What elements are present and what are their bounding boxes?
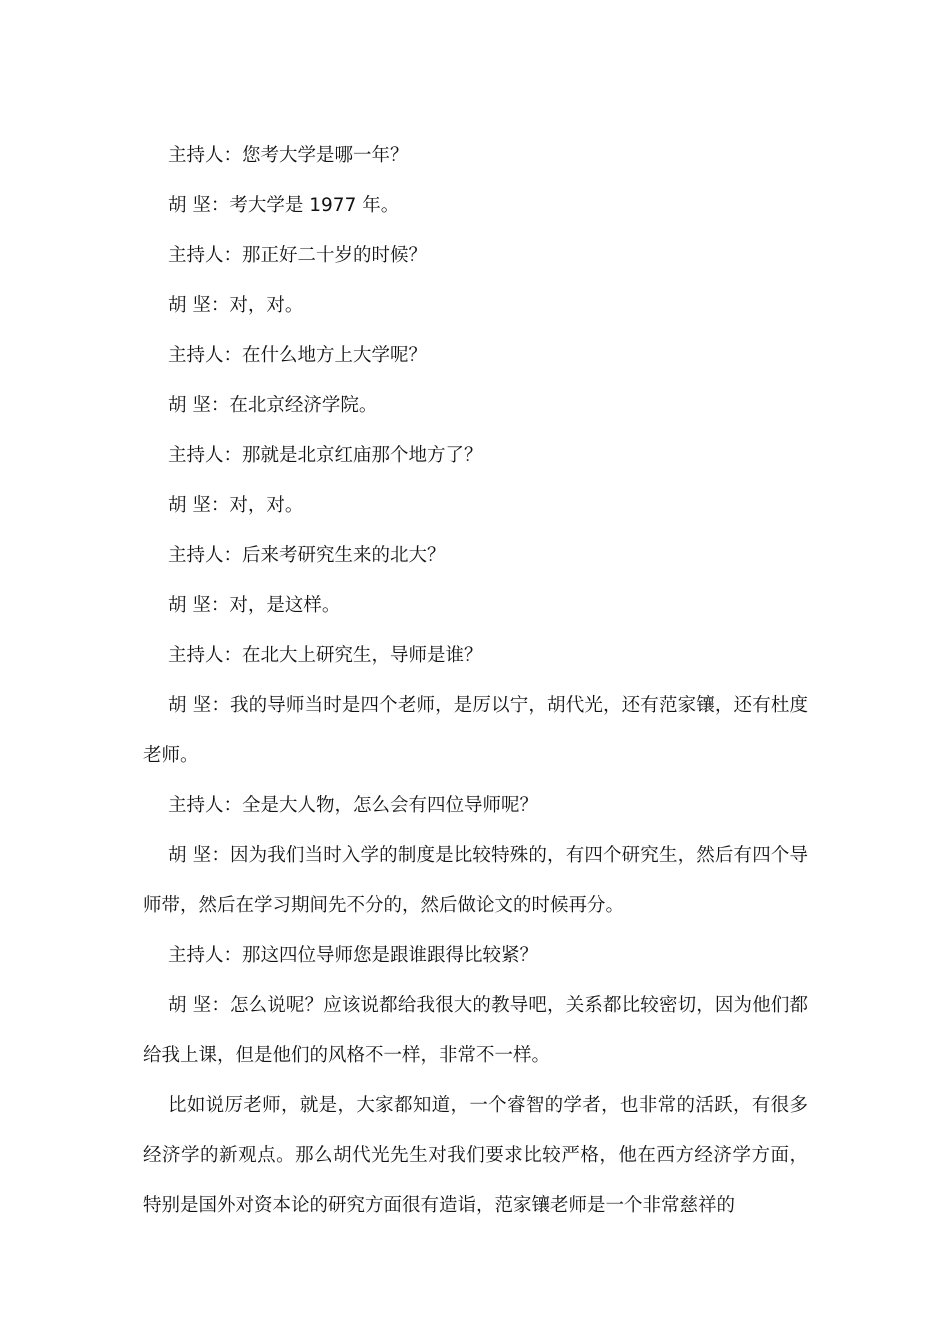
paragraph-hu-jian-answer: 胡 坚：对，对。 [168,495,304,516]
paragraph-host-question: 主持人：全是大人物，怎么会有四位导师呢？ [168,795,539,816]
paragraph-continuation: 比如说厉老师，就是，大家都知道，一个睿智的学者，也非常的活跃，有很多经济学的新观点。那么胡代光先生对我们要求比较严格，他在西方经济学方面，特别是国外对资本论的研究方面很有造诣，范家镶老师是一个非常慈祥的 [143,1095,808,1216]
paragraph-host-question: 主持人：您考大学是哪一年？ [168,145,409,166]
paragraph-host-question: 主持人：在什么地方上大学呢？ [168,345,428,366]
paragraph-host-question: 主持人：那正好二十岁的时候？ [168,245,428,266]
paragraph-hu-jian-answer: 胡 坚：因为我们当时入学的制度是比较特殊的，有四个研究生，然后有四个导师带，然后在学习期间先不分的，然后做论文的时候再分。 [143,845,808,916]
paragraph-hu-jian-answer: 胡 坚：对，对。 [168,295,304,316]
paragraph-host-question: 主持人：那这四位导师您是跟谁跟得比较紧？ [168,945,539,966]
paragraph-host-question: 主持人：后来考研究生来的北大？ [168,545,446,566]
paragraph-hu-jian-answer: 胡 坚：我的导师当时是四个老师，是厉以宁，胡代光，还有范家镶，还有杜度老师。 [143,695,808,766]
paragraph-host-question: 主持人：那就是北京红庙那个地方了？ [168,445,483,466]
paragraph-hu-jian-answer: 胡 坚：在北京经济学院。 [168,395,378,416]
interview-transcript [143,131,808,1231]
paragraph-hu-jian-answer: 胡 坚：考大学是 1977 年。 [168,195,400,216]
paragraph-hu-jian-answer: 胡 坚：怎么说呢？应该说都给我很大的教导吧，关系都比较密切，因为他们都给我上课，但是他们的风格不一样，非常不一样。 [143,995,808,1066]
paragraph-hu-jian-answer: 胡 坚：对，是这样。 [168,595,341,616]
paragraph-host-question: 主持人：在北大上研究生，导师是谁？ [168,645,483,666]
